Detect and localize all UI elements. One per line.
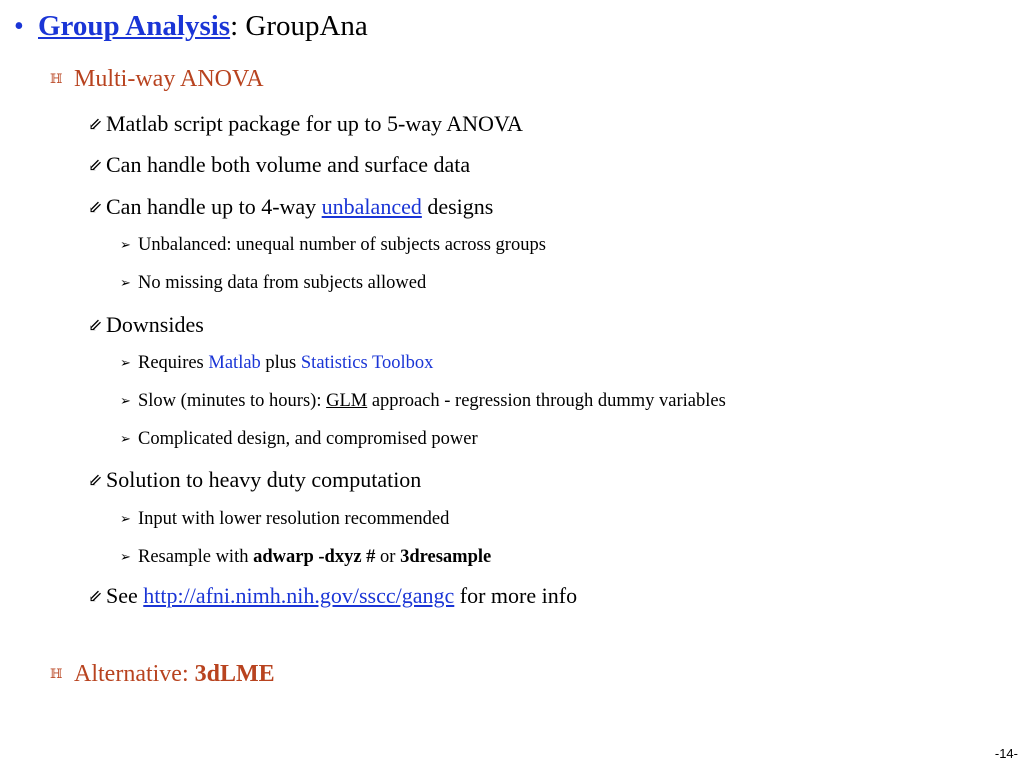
3dlme-text: 3dLME xyxy=(194,661,275,687)
sub-list-item xyxy=(120,547,491,568)
sub-list-item xyxy=(120,235,546,256)
item-text: Can handle up to 4-way xyxy=(106,194,322,219)
list-item xyxy=(88,111,523,137)
section-heading-text: Multi-way ANOVA xyxy=(74,66,264,92)
3dresample-command: 3dresample xyxy=(400,547,492,567)
list-item xyxy=(88,194,493,220)
title-bullet-icon: • xyxy=(14,11,24,42)
list-item xyxy=(88,152,470,178)
arrowhead-bullet-icon: ➢ xyxy=(120,355,131,370)
sub-item-text: Requires xyxy=(138,353,209,373)
list-item xyxy=(88,583,577,609)
unbalanced-link[interactable]: unbalanced xyxy=(321,194,422,219)
sub-item-text: Complicated design, and compromised power xyxy=(138,429,478,449)
sub-list-item xyxy=(120,509,449,530)
sub-item-text: approach - regression through dummy variables xyxy=(367,391,726,411)
statistics-toolbox-text: Statistics Toolbox xyxy=(300,353,434,373)
arrowhead-bullet-icon: ➢ xyxy=(120,511,131,526)
list-item xyxy=(88,312,204,338)
arrow-bullet-icon: ⇙ xyxy=(88,316,103,335)
arrowhead-bullet-icon: ➢ xyxy=(120,393,131,408)
item-text: See xyxy=(106,583,144,608)
item-text: for more info xyxy=(454,583,578,608)
section-bullet-icon: ℍ xyxy=(50,666,63,681)
arrowhead-bullet-icon: ➢ xyxy=(120,275,131,290)
section-heading-alternative xyxy=(50,661,275,688)
sub-list-item xyxy=(120,353,433,374)
item-text: Can handle both volume and surface data xyxy=(106,152,471,177)
afni-gangc-link[interactable]: http://afni.nimh.nih.gov/sscc/gangc xyxy=(143,583,455,608)
arrow-bullet-icon: ⇙ xyxy=(88,198,103,217)
arrow-bullet-icon: ⇙ xyxy=(88,587,103,606)
item-text: Solution to heavy duty computation xyxy=(106,467,422,492)
arrow-bullet-icon: ⇙ xyxy=(88,156,103,175)
arrowhead-bullet-icon: ➢ xyxy=(120,549,131,564)
glm-link[interactable]: GLM xyxy=(326,391,368,411)
sub-item-text: Unbalanced: unequal number of subjects across groups xyxy=(138,235,546,255)
sub-item-text: plus xyxy=(260,353,301,373)
page-number: -14- xyxy=(994,746,1018,761)
section-bullet-icon: ℍ xyxy=(50,71,63,86)
sub-item-text: No missing data from subjects allowed xyxy=(138,273,427,293)
title-suffix: : GroupAna xyxy=(230,10,368,42)
arrow-bullet-icon: ⇙ xyxy=(88,115,103,134)
matlab-text: Matlab xyxy=(208,353,261,373)
arrowhead-bullet-icon: ➢ xyxy=(120,237,131,252)
section-heading-anova xyxy=(50,66,264,93)
group-analysis-link[interactable]: Group Analysis xyxy=(38,10,231,42)
section-heading-text: Alternative: xyxy=(74,661,195,687)
arrowhead-bullet-icon: ➢ xyxy=(120,431,131,446)
slide-title xyxy=(14,10,368,43)
sub-list-item xyxy=(120,273,426,294)
adwarp-command: adwarp -dxyz # xyxy=(253,547,376,567)
item-text: Downsides xyxy=(106,312,204,337)
sub-list-item xyxy=(120,391,726,412)
sub-list-item xyxy=(120,429,478,450)
sub-item-text: or xyxy=(375,547,401,567)
sub-item-text: Resample with xyxy=(138,547,254,567)
sub-item-text: Slow (minutes to hours): xyxy=(138,391,327,411)
list-item xyxy=(88,467,421,493)
sub-item-text: Input with lower resolution recommended xyxy=(138,509,450,529)
item-text: designs xyxy=(421,194,494,219)
arrow-bullet-icon: ⇙ xyxy=(88,471,103,490)
item-text: Matlab script package for up to 5-way ANOVA xyxy=(106,111,523,136)
